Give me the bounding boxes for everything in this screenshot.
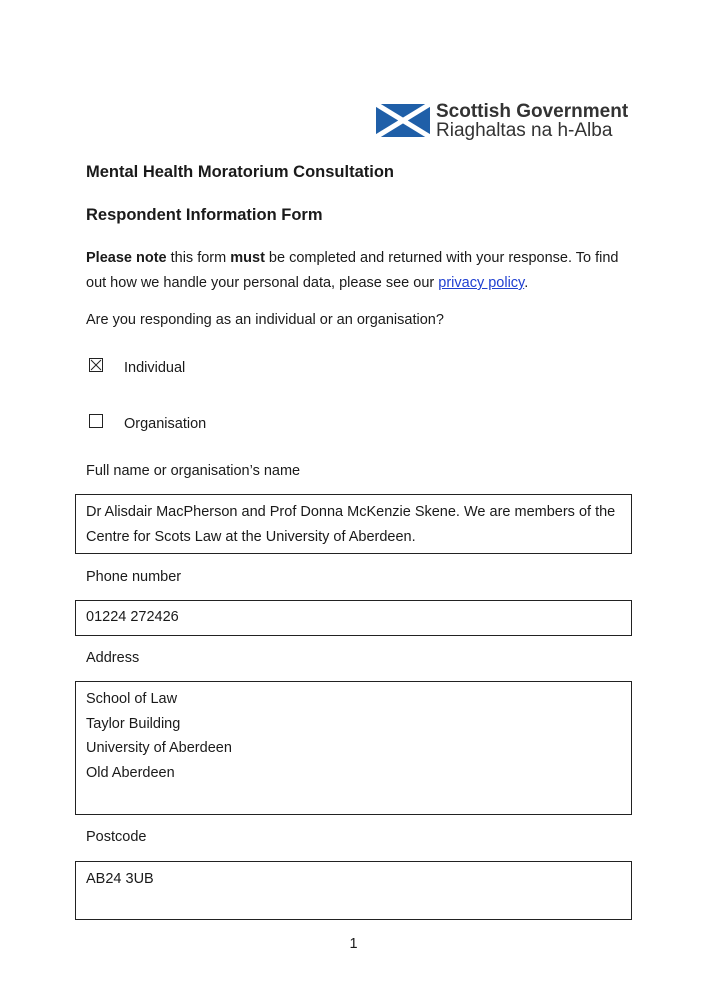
notice-paragraph — [86, 246, 631, 296]
address-line: School of Law — [86, 691, 178, 707]
page-number: 1 — [349, 936, 358, 952]
saltire-flag-icon — [376, 104, 430, 137]
address-line: Taylor Building — [86, 715, 181, 732]
postcode-field[interactable]: AB24 3UB — [75, 861, 632, 920]
notice-text-3: . — [524, 275, 529, 291]
notice-please-note: Please note — [86, 250, 167, 266]
name-label: Full name or organisation’s name — [86, 463, 301, 479]
logo-text-english: Scottish Government — [436, 101, 629, 122]
notice-text-1: this form — [166, 250, 231, 266]
address-line: University of Aberdeen — [86, 740, 232, 757]
respondent-type-question: Are you responding as an individual or an organisation? — [86, 312, 444, 328]
postcode-label: Postcode — [86, 829, 147, 845]
phone-field[interactable]: 01224 272426 — [75, 600, 632, 636]
organisation-label: Organisation — [124, 416, 207, 432]
logo-text-gaelic: Riaghaltas na h-Alba — [436, 120, 613, 141]
address-label: Address — [86, 650, 140, 666]
organisation-checkbox[interactable] — [89, 414, 103, 428]
form-subtitle: Respondent Information Form — [86, 206, 323, 224]
individual-checkbox[interactable] — [89, 358, 103, 372]
address-line: Old Aberdeen — [86, 765, 175, 782]
notice-text-2: be completed and returned with your response. To find out how we handle your personal data, please see our — [86, 250, 619, 291]
checkmark-x-icon — [90, 359, 102, 371]
page-title: Mental Health Moratorium Consultation — [86, 163, 395, 181]
phone-label: Phone number — [86, 569, 182, 585]
notice-must: must — [230, 250, 265, 266]
name-field[interactable]: Dr Alisdair MacPherson and Prof Donna McKenzie Skene. We are members of the Centre for Scots Law at the University of Aberdeen. — [75, 494, 632, 554]
privacy-policy-link[interactable]: privacy policy — [438, 275, 525, 291]
individual-label: Individual — [124, 360, 186, 376]
address-field[interactable] — [75, 681, 632, 815]
scottish-government-logo — [376, 101, 629, 142]
